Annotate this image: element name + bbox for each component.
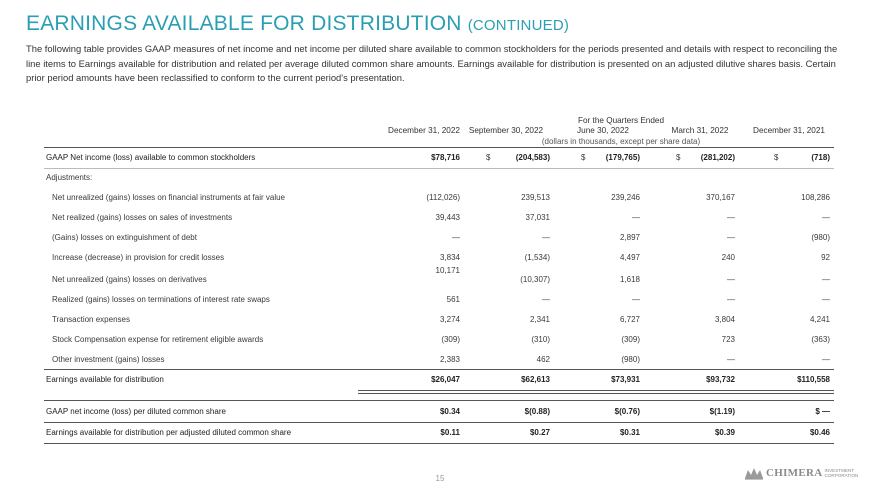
page-title	[26, 12, 569, 36]
cell: —	[632, 295, 640, 304]
chimera-emblem-icon	[744, 466, 764, 480]
table-row	[0, 191, 880, 205]
cell: $78,716	[431, 153, 460, 162]
cell: —	[632, 213, 640, 222]
subtotal-rule	[44, 369, 834, 370]
cell: $0.34	[439, 407, 460, 416]
table-row	[0, 353, 880, 367]
cell: $0.27	[529, 428, 550, 437]
cell: 370,167	[706, 193, 735, 202]
table-bottom-rule	[44, 443, 834, 444]
dollar-sign: $	[774, 153, 779, 162]
cell: (10,307)	[520, 275, 550, 284]
cell: $62,613	[521, 375, 550, 384]
column-header-dec-2022: December 31, 2022	[388, 126, 460, 135]
header-rule	[44, 147, 834, 148]
row-label: Increase (decrease) in provision for credit losses	[52, 253, 225, 262]
cell: 37,031	[525, 213, 550, 222]
cell: $26,047	[431, 375, 460, 384]
cell: (363)	[811, 335, 830, 344]
cell: (179,765)	[605, 153, 640, 162]
row-label: Stock Compensation expense for retirement eligible awards	[52, 335, 264, 344]
chimera-logo	[744, 464, 858, 482]
cell: —	[822, 355, 830, 364]
row-label: Adjustments:	[46, 173, 93, 182]
row-label: GAAP Net income (loss) available to common stockholders	[46, 153, 256, 162]
row-label: Net unrealized (gains) losses on derivatives	[52, 275, 207, 284]
row-divider	[44, 168, 834, 169]
cell: —	[822, 295, 830, 304]
row-label: Net unrealized (gains) losses on financial instruments at fair value	[52, 193, 286, 202]
cell: $ —	[815, 407, 830, 416]
cell: —	[822, 213, 830, 222]
cell: 3,834	[439, 253, 460, 262]
intro-paragraph: The following table provides GAAP measures of net income and net income per diluted share available to common stockholders for the periods presented and details with respect to reconciling the line items to Earnings available for distribution and related per average diluted common share amounts. Earnings available for distribution is presented on an adjusted dilutive shares basis. Certain prior period amounts have been reclassified to conform to the current period's presentation.	[26, 43, 838, 84]
logo-subtitle	[825, 468, 859, 478]
title-main: EARNINGS AVAILABLE FOR DISTRIBUTION	[26, 12, 462, 35]
total-rule-1	[358, 390, 834, 391]
dollar-sign: $	[486, 153, 491, 162]
cell: $0.11	[440, 428, 460, 437]
cell: (1,534)	[524, 253, 550, 262]
cell: —	[727, 295, 735, 304]
cell: $110,558	[797, 375, 830, 384]
cell: (980)	[621, 355, 640, 364]
cell: (204,583)	[515, 153, 550, 162]
dollar-sign: $	[581, 153, 586, 162]
cell: 2,897	[619, 233, 640, 242]
logo-subtitle-line2: CORPORATION	[824, 473, 859, 478]
row-label: Other investment (gains) losses	[52, 355, 165, 364]
cell: 3,274	[439, 315, 460, 324]
cell: 240	[721, 253, 735, 262]
cell: $0.46	[809, 428, 830, 437]
row-label: Net realized (gains) losses on sales of investments	[52, 213, 233, 222]
table-row	[0, 313, 880, 327]
cell: $0.39	[714, 428, 735, 437]
cell: —	[727, 275, 735, 284]
cell: $73,931	[611, 375, 640, 384]
cell: 239,246	[611, 193, 640, 202]
page-number: 15	[435, 474, 445, 483]
cell: 462	[536, 355, 550, 364]
row-label: (Gains) losses on extinguishment of debt	[52, 233, 197, 242]
row-label: Transaction expenses	[52, 315, 130, 324]
cell: $(0.88)	[524, 407, 550, 416]
cell: (310)	[531, 335, 550, 344]
cell: 2,383	[439, 355, 460, 364]
table-row	[0, 426, 880, 440]
cell: (309)	[621, 335, 640, 344]
cell: 723	[721, 335, 735, 344]
cell: $(0.76)	[614, 407, 640, 416]
logo-subtitle-line1: INVESTMENT	[824, 468, 855, 473]
cell: $93,732	[706, 375, 735, 384]
column-header-jun-2022: June 30, 2022	[577, 126, 629, 135]
table-row	[0, 293, 880, 307]
cell: (281,202)	[700, 153, 735, 162]
table-row	[0, 211, 880, 225]
per-share-rule	[44, 400, 834, 401]
cell: 239,513	[521, 193, 550, 202]
table-row	[0, 171, 880, 185]
cell: $0.31	[619, 428, 640, 437]
cell: (980)	[811, 233, 830, 242]
table-row	[0, 251, 880, 265]
table-row	[0, 373, 880, 387]
cell: —	[542, 295, 550, 304]
row-label: GAAP net income (loss) per diluted common share	[46, 407, 226, 416]
cell: (718)	[811, 153, 830, 162]
column-header-sep-2022: September 30, 2022	[468, 126, 544, 135]
cell: 561	[446, 295, 460, 304]
table-row	[0, 151, 880, 165]
column-header-dec-2021: December 31, 2021	[753, 126, 825, 135]
row-label: Realized (gains) losses on terminations of interest rate swaps	[52, 295, 270, 304]
cell: —	[542, 233, 550, 242]
cell: —	[727, 355, 735, 364]
cell: 108,286	[801, 193, 830, 202]
cell: (112,026)	[426, 193, 460, 202]
dollar-sign: $	[676, 153, 681, 162]
table-row	[0, 266, 880, 285]
cell: 4,497	[619, 253, 640, 262]
cell: 2,341	[529, 315, 550, 324]
column-header-mar-2022: March 31, 2022	[671, 126, 729, 135]
cell: —	[452, 233, 460, 242]
cell: 4,241	[809, 315, 830, 324]
row-label: Earnings available for distribution per adjusted diluted common share	[46, 428, 292, 437]
table-row	[0, 405, 880, 419]
table-group-header: For the Quarters Ended	[577, 116, 664, 125]
cell: (309)	[441, 335, 460, 344]
cell: 3,804	[714, 315, 735, 324]
table-row	[0, 231, 880, 245]
table-units-note: (dollars in thousands, except per share data)	[541, 137, 701, 146]
cell: 1,618	[619, 275, 640, 284]
total-rule-2	[358, 393, 834, 394]
cell: 10,171	[435, 266, 460, 275]
cell: —	[727, 233, 735, 242]
cell: —	[822, 275, 830, 284]
per-share-divider	[44, 422, 834, 423]
cell: $(1.19)	[709, 407, 735, 416]
cell: 92	[821, 253, 830, 262]
logo-name: CHIMERA	[766, 467, 823, 479]
cell: —	[727, 213, 735, 222]
table-row	[0, 333, 880, 347]
cell: 6,727	[619, 315, 640, 324]
title-suffix: (CONTINUED)	[467, 17, 570, 34]
row-label: Earnings available for distribution	[46, 375, 164, 384]
cell: 39,443	[435, 213, 460, 222]
